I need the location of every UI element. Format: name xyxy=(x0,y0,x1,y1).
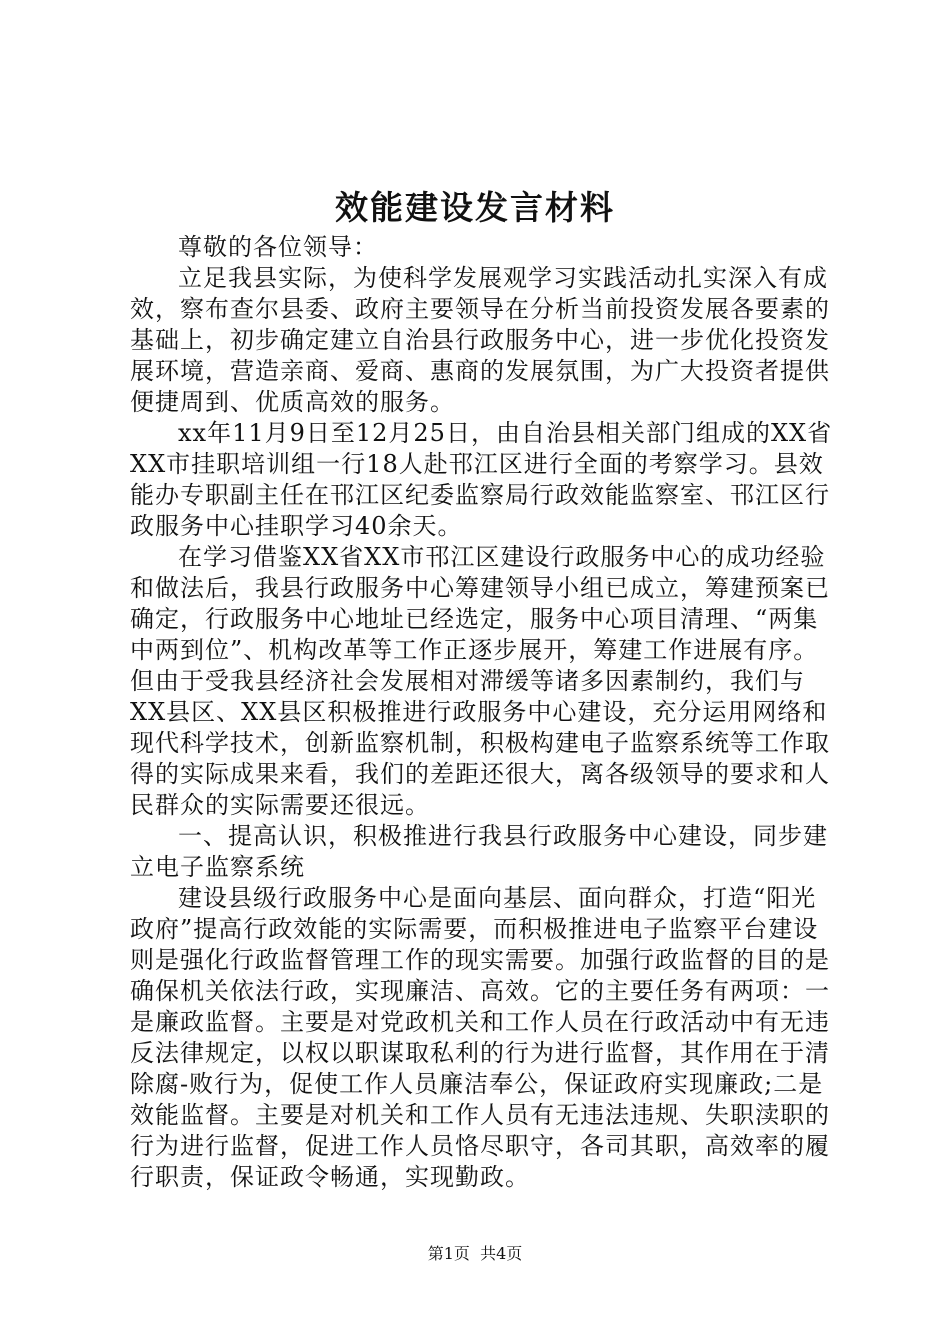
section-heading-1: 一、提高认识，积极推进行我县行政服务中心建设，同步建立电子监察系统 xyxy=(130,822,828,881)
document-title: 效能建设发言材料 xyxy=(335,188,615,227)
document-body xyxy=(130,232,840,1193)
paragraph-2: xx年11月9日至12月25日，由自治县相关部门组成的XX省XX市挂职培训组一行18人赴邗江区进行全面的考察学习。县效能办专职副主任在邗江区纪委监察局行政效能监察室、邗江区行政服务中心挂职学习40余天。 xyxy=(130,419,833,540)
paragraph-4: 建设县级行政服务中心是面向基层、面向群众，打造“阳光政府”提高行政效能的实际需要，而积极推进电子监察平台建设则是强化行政监督管理工作的现实需要。加强行政监督的目的是确保机关依法行政，实现廉洁、高效。它的主要任务有两项：一是廉政监督。主要是对党政机关和工作人员在行政活动中有无违反法律规定，以权以职谋取私利的行为进行监督，其作用在于清除腐-败行为，促使工作人员廉洁奉公，保证政府实现廉政;二是效能监督。主要是对机关和工作人员有无违法违规、失职渎职的行为进行监督，促进工作人员恪尽职守，各司其职，高效率的履行职责，保证政令畅通，实现勤政。 xyxy=(130,884,830,1191)
paragraph-1: 立足我县实际，为使科学发展观学习实践活动扎实深入有成效，察布查尔县委、政府主要领导在分析当前投资发展各要素的基础上，初步确定建立自治县行政服务中心，进一步优化投资发展环境，营造亲商、爱商、惠商的发展氛围，为广大投资者提供便捷周到、优质高效的服务。 xyxy=(130,264,830,416)
paragraph-3: 在学习借鉴XX省XX市邗江区建设行政服务中心的成功经验和做法后，我县行政服务中心筹建领导小组已成立，筹建预案已确定，行政服务中心地址已经选定，服务中心项目清理、“两集中两到位”、机构改革等工作正逐步展开，筹建工作进展有序。但由于受我县经济社会发展相对滞缓等诸多因素制约，我们与XX县区、XX县区积极推进行政服务中心建设，充分运用网络和现代科学技术，创新监察机制，积极构建电子监察系统等工作取得的实际成果来看，我们的差距还很大，离各级领导的要求和人民群众的实际需要还很远。 xyxy=(130,543,830,819)
salutation: 尊敬的各位领导： xyxy=(178,233,378,261)
page-number: 第1页 xyxy=(427,1244,470,1263)
page-total: 共4页 xyxy=(480,1244,523,1263)
page-footer xyxy=(0,1243,950,1265)
